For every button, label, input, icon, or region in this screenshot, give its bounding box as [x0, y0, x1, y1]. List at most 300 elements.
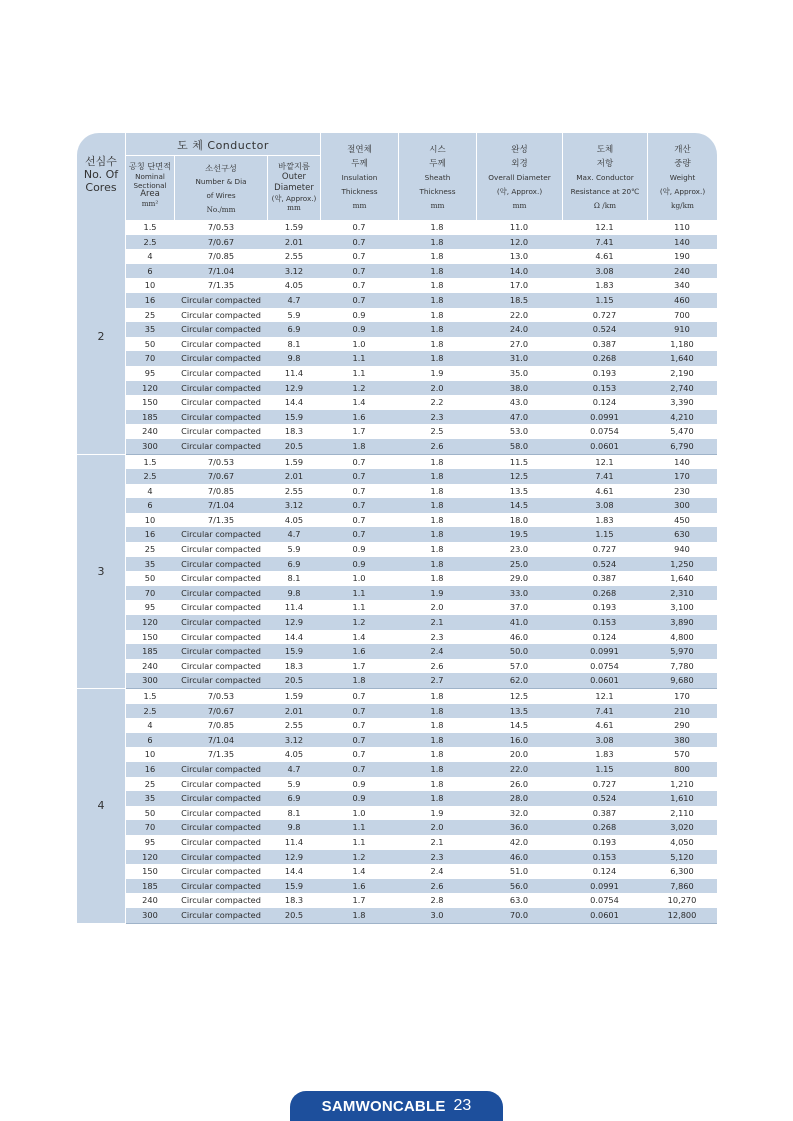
wires-cell: Circular compacted [181, 558, 261, 569]
area-cell: 50 [144, 573, 156, 584]
insulation-cell: 0.7 [352, 529, 366, 540]
resistance-cell: 1.83 [595, 514, 614, 525]
sheath-cell: 2.6 [430, 880, 444, 891]
outer-diameter-cell: 6.9 [287, 558, 301, 569]
resistance-cell: 0.124 [592, 397, 617, 408]
wires-cell: 7/0.67 [207, 705, 235, 716]
resistance-cell: 1.83 [595, 749, 614, 760]
overall-diameter-cell: 35.0 [509, 367, 529, 378]
weight-cell: 190 [674, 251, 690, 262]
cores-value: 4 [77, 689, 125, 923]
outer-diameter-cell: 11.4 [284, 602, 304, 613]
overall-diameter-cell: 28.0 [509, 793, 529, 804]
wires-cell: Circular compacted [181, 909, 261, 920]
weight-cell: 5,470 [670, 426, 694, 437]
wires-cell: 7/0.85 [207, 251, 235, 262]
sheath-cell: 1.8 [430, 294, 444, 305]
insulation-cell: 1.7 [352, 660, 366, 671]
sheath-cell: 1.8 [430, 280, 444, 291]
outer-diameter-cell: 4.05 [284, 280, 304, 291]
resistance-cell: 7.41 [595, 705, 614, 716]
table-row [126, 410, 717, 425]
resistance-cell: 0.124 [592, 631, 617, 642]
conductor-title: 도 체 Conductor [177, 139, 269, 152]
outer-diameter-cell: 9.8 [287, 822, 301, 833]
table-row [126, 704, 717, 719]
wires-cell: Circular compacted [181, 866, 261, 877]
weight-ko1: 개산 [674, 145, 691, 155]
sheath-cell: 3.0 [430, 909, 444, 920]
resistance-cell: 0.0991 [590, 646, 619, 657]
insulation-l1: Insulation [341, 173, 378, 182]
sheath-cell: 1.8 [430, 573, 444, 584]
outer-diameter-cell: 14.4 [284, 631, 304, 642]
outer-diameter-l3: (약, Approx.) [271, 194, 317, 203]
sheath-cell: 2.4 [430, 646, 444, 657]
wires-cell: 7/1.04 [207, 500, 235, 511]
outer-diameter-cell: 4.7 [287, 294, 301, 305]
area-cell: 10 [144, 749, 156, 760]
insulation-cell: 0.7 [352, 265, 366, 276]
overall-diameter-cell: 23.0 [509, 544, 529, 555]
table-row [126, 835, 717, 850]
area-cell: 300 [142, 909, 158, 920]
table-row [126, 747, 717, 762]
sheath-cell: 1.8 [430, 514, 444, 525]
weight-cell: 300 [674, 500, 690, 511]
resistance-cell: 1.83 [595, 280, 614, 291]
insulation-unit: mm [352, 201, 367, 210]
sheath-cell: 1.8 [430, 324, 444, 335]
area-cell: 4 [147, 720, 153, 731]
resistance-cell: 4.61 [595, 251, 614, 262]
overall-diameter-cell: 31.0 [509, 353, 529, 364]
outer-diameter-cell: 20.5 [284, 675, 304, 686]
table-row [126, 308, 717, 323]
insulation-ko1: 절연체 [347, 145, 372, 155]
area-cell: 2.5 [143, 471, 157, 482]
sheath-cell: 2.3 [430, 851, 444, 862]
resistance-cell: 0.0601 [590, 440, 619, 451]
table-row [126, 278, 717, 293]
wires-cell: 7/1.35 [207, 749, 235, 760]
area-cell: 240 [142, 426, 158, 437]
sheath-cell: 1.8 [430, 309, 444, 320]
area-cell: 50 [144, 338, 156, 349]
insulation-cell: 1.8 [352, 440, 366, 451]
area-cell: 185 [142, 880, 158, 891]
table-row [126, 542, 717, 557]
insulation-cell: 1.0 [352, 573, 366, 584]
sheath-cell: 2.1 [430, 617, 444, 628]
table-row [126, 264, 717, 279]
resistance-cell: 0.268 [592, 822, 617, 833]
weight-cell: 290 [674, 720, 690, 731]
insulation-cell: 0.7 [352, 734, 366, 745]
insulation-cell: 0.9 [352, 778, 366, 789]
sheath-cell: 2.0 [430, 382, 444, 393]
overall-diameter-ko1: 완성 [511, 145, 528, 155]
sheath-cell: 1.8 [430, 778, 444, 789]
outer-diameter-cell: 4.7 [287, 529, 301, 540]
table-row [126, 850, 717, 865]
area-cell: 70 [144, 822, 156, 833]
table-row [126, 615, 717, 630]
table-row [126, 527, 717, 542]
table-row [126, 498, 717, 513]
wires-header [175, 161, 267, 217]
outer-diameter-cell: 12.9 [284, 382, 304, 393]
wires-cell: Circular compacted [181, 807, 261, 818]
area-cell: 16 [144, 294, 156, 305]
outer-diameter-cell: 1.59 [284, 456, 304, 467]
insulation-cell: 0.7 [352, 236, 366, 247]
area-cell: 185 [142, 646, 158, 657]
wires-cell: Circular compacted [181, 382, 261, 393]
resistance-cell: 0.0754 [590, 895, 619, 906]
sheath-cell: 2.6 [430, 660, 444, 671]
table-row [126, 600, 717, 615]
overall-diameter-ko2: 외경 [511, 159, 528, 169]
table-row [126, 586, 717, 601]
cores-group-2 [77, 220, 717, 454]
sheath-cell: 2.0 [430, 602, 444, 613]
nominal-area-unit: mm² [141, 199, 159, 208]
overall-diameter-cell: 14.0 [509, 265, 529, 276]
overall-diameter-cell: 42.0 [509, 836, 529, 847]
wires-l2: of Wires [206, 191, 236, 200]
insulation-cell: 1.1 [352, 353, 366, 364]
insulation-cell: 1.6 [352, 880, 366, 891]
resistance-header [563, 133, 647, 220]
resistance-cell: 0.0601 [590, 909, 619, 920]
weight-cell: 2,190 [670, 367, 694, 378]
wires-cell: Circular compacted [181, 675, 261, 686]
outer-diameter-l2: Diameter [274, 183, 314, 193]
insulation-cell: 0.7 [352, 691, 366, 701]
wires-cell: Circular compacted [181, 544, 261, 555]
resistance-cell: 0.524 [592, 558, 617, 569]
overall-diameter-cell: 36.0 [509, 822, 529, 833]
insulation-cell: 1.0 [352, 338, 366, 349]
cores-header [77, 133, 125, 220]
wires-cell: Circular compacted [181, 778, 261, 789]
outer-diameter-cell: 11.4 [284, 367, 304, 378]
area-cell: 6 [147, 734, 153, 745]
table-row [126, 337, 717, 352]
wires-cell: Circular compacted [181, 602, 261, 613]
table-row [126, 424, 717, 439]
table-row [126, 673, 717, 688]
sheath-cell: 1.8 [430, 691, 444, 701]
table-row [126, 762, 717, 777]
area-cell: 1.5 [143, 691, 157, 701]
wires-cell: Circular compacted [181, 646, 261, 657]
weight-cell: 700 [674, 309, 690, 320]
overall-diameter-cell: 46.0 [509, 851, 529, 862]
resistance-cell: 0.727 [592, 309, 617, 320]
sheath-cell: 2.7 [430, 675, 444, 686]
table-body [77, 220, 717, 924]
resistance-cell: 3.08 [595, 500, 614, 511]
sheath-cell: 1.8 [430, 529, 444, 540]
overall-diameter-l1: Overall Diameter [488, 173, 551, 182]
weight-cell: 450 [674, 514, 690, 525]
group-separator [126, 923, 717, 924]
weight-cell: 3,020 [670, 822, 694, 833]
weight-cell: 7,780 [670, 660, 694, 671]
table-row [126, 733, 717, 748]
wires-cell: Circular compacted [181, 836, 261, 847]
insulation-cell: 0.7 [352, 294, 366, 305]
resistance-cell: 7.41 [595, 471, 614, 482]
outer-diameter-cell: 14.4 [284, 397, 304, 408]
weight-cell: 110 [674, 222, 690, 232]
overall-diameter-header [477, 133, 562, 220]
resistance-cell: 0.0991 [590, 880, 619, 891]
wires-cell: Circular compacted [181, 793, 261, 804]
area-cell: 95 [144, 367, 156, 378]
weight-cell: 800 [674, 763, 690, 774]
resistance-cell: 0.387 [592, 338, 617, 349]
wires-cell: Circular compacted [181, 353, 261, 364]
sheath-cell: 1.8 [430, 558, 444, 569]
wires-cell: Circular compacted [181, 895, 261, 906]
insulation-cell: 0.7 [352, 485, 366, 496]
overall-diameter-cell: 24.0 [509, 324, 529, 335]
cores-group-3 [77, 455, 717, 689]
table-row [126, 322, 717, 337]
sheath-cell: 1.8 [430, 222, 444, 232]
overall-diameter-cell: 57.0 [509, 660, 529, 671]
weight-cell: 940 [674, 544, 690, 555]
sheath-unit: mm [430, 201, 445, 210]
area-cell: 70 [144, 353, 156, 364]
weight-cell: 230 [674, 485, 690, 496]
insulation-cell: 1.4 [352, 397, 366, 408]
sheath-ko2: 두께 [429, 159, 446, 169]
weight-cell: 6,300 [670, 866, 694, 877]
resistance-cell: 1.15 [595, 529, 614, 540]
outer-diameter-cell: 2.55 [284, 251, 304, 262]
area-cell: 120 [142, 382, 158, 393]
cores-header-en1: No. Of [83, 168, 119, 181]
table-row [126, 235, 717, 250]
insulation-cell: 0.9 [352, 793, 366, 804]
resistance-cell: 3.08 [595, 265, 614, 276]
area-cell: 35 [144, 793, 156, 804]
wires-cell: 7/1.35 [207, 280, 235, 291]
weight-cell: 9,680 [670, 675, 694, 686]
outer-diameter-cell: 2.01 [284, 705, 304, 716]
sheath-cell: 2.1 [430, 836, 444, 847]
sheath-cell: 1.8 [430, 720, 444, 731]
area-cell: 35 [144, 324, 156, 335]
sheath-cell: 1.8 [430, 338, 444, 349]
overall-diameter-cell: 62.0 [509, 675, 529, 686]
wires-cell: Circular compacted [181, 631, 261, 642]
sheath-l1: Sheath [424, 173, 451, 182]
outer-diameter-cell: 1.59 [284, 222, 304, 232]
resistance-cell: 0.0991 [590, 411, 619, 422]
resistance-cell: 0.153 [592, 851, 617, 862]
outer-diameter-header [268, 161, 320, 212]
overall-diameter-cell: 11.0 [509, 222, 529, 232]
weight-cell: 240 [674, 265, 690, 276]
outer-diameter-cell: 3.12 [284, 500, 304, 511]
overall-diameter-cell: 56.0 [509, 880, 529, 891]
insulation-cell: 0.7 [352, 514, 366, 525]
outer-diameter-cell: 1.59 [284, 691, 304, 701]
insulation-cell: 0.7 [352, 456, 366, 467]
resistance-cell: 0.524 [592, 793, 617, 804]
outer-diameter-cell: 5.9 [287, 309, 301, 320]
overall-diameter-cell: 13.5 [509, 705, 529, 716]
wires-cell: Circular compacted [181, 324, 261, 335]
table-row [126, 791, 717, 806]
cores-header-en2: Cores [85, 181, 117, 194]
overall-diameter-cell: 32.0 [509, 807, 529, 818]
resistance-cell: 12.1 [595, 222, 614, 232]
weight-cell: 5,120 [670, 851, 694, 862]
outer-diameter-cell: 18.3 [284, 426, 304, 437]
weight-cell: 3,890 [670, 617, 694, 628]
wires-cell: 7/0.67 [207, 471, 235, 482]
table-row [126, 439, 717, 454]
sheath-cell: 1.9 [430, 367, 444, 378]
wires-cell: 7/1.04 [207, 265, 235, 276]
overall-diameter-cell: 26.0 [509, 778, 529, 789]
weight-cell: 3,390 [670, 397, 694, 408]
insulation-cell: 1.8 [352, 909, 366, 920]
weight-cell: 5,970 [670, 646, 694, 657]
wires-cell: 7/0.53 [207, 456, 235, 467]
area-cell: 95 [144, 836, 156, 847]
overall-diameter-cell: 16.0 [509, 734, 529, 745]
outer-diameter-cell: 9.8 [287, 353, 301, 364]
area-cell: 70 [144, 587, 156, 598]
overall-diameter-cell: 19.5 [509, 529, 529, 540]
overall-diameter-cell: 18.0 [509, 514, 529, 525]
area-cell: 150 [142, 866, 158, 877]
insulation-ko2: 두께 [351, 159, 368, 169]
sheath-cell: 1.8 [430, 763, 444, 774]
sheath-cell: 2.3 [430, 631, 444, 642]
area-cell: 50 [144, 807, 156, 818]
sheath-ko1: 시스 [429, 145, 446, 155]
overall-diameter-cell: 41.0 [509, 617, 529, 628]
weight-cell: 1,640 [670, 353, 694, 364]
outer-diameter-cell: 4.05 [284, 514, 304, 525]
overall-diameter-cell: 63.0 [509, 895, 529, 906]
table-row [126, 381, 717, 396]
weight-cell: 1,640 [670, 573, 694, 584]
overall-diameter-cell: 22.0 [509, 309, 529, 320]
resistance-cell: 1.15 [595, 763, 614, 774]
weight-cell: 3,100 [670, 602, 694, 613]
outer-diameter-cell: 4.05 [284, 749, 304, 760]
wires-cell: Circular compacted [181, 617, 261, 628]
overall-diameter-l2: (약, Approx.) [496, 187, 543, 196]
sheath-cell: 2.8 [430, 895, 444, 906]
insulation-cell: 1.1 [352, 602, 366, 613]
overall-diameter-cell: 33.0 [509, 587, 529, 598]
wires-l1: Number & Dia [195, 177, 247, 186]
cores-group-4 [77, 689, 717, 923]
wires-cell: Circular compacted [181, 822, 261, 833]
sheath-header [399, 133, 476, 220]
footer-brand: SAMWONCABLE [321, 1097, 446, 1115]
insulation-cell: 0.7 [352, 222, 366, 232]
outer-diameter-l1: Outer [281, 172, 307, 182]
weight-cell: 2,740 [670, 382, 694, 393]
outer-diameter-cell: 20.5 [284, 909, 304, 920]
table-row [126, 864, 717, 879]
resistance-ko2: 저항 [596, 159, 614, 169]
weight-cell: 170 [674, 691, 690, 701]
sheath-cell: 1.8 [430, 353, 444, 364]
outer-diameter-cell: 3.12 [284, 734, 304, 745]
sheath-l2: Thickness [419, 187, 456, 196]
overall-diameter-cell: 14.5 [509, 720, 529, 731]
outer-diameter-cell: 18.3 [284, 895, 304, 906]
resistance-cell: 0.153 [592, 382, 617, 393]
sheath-cell: 1.8 [430, 485, 444, 496]
outer-diameter-cell: 2.01 [284, 236, 304, 247]
weight-cell: 630 [674, 529, 690, 540]
resistance-cell: 3.08 [595, 734, 614, 745]
resistance-cell: 4.61 [595, 485, 614, 496]
resistance-cell: 12.1 [595, 456, 614, 467]
area-cell: 4 [147, 485, 153, 496]
sheath-cell: 2.4 [430, 866, 444, 877]
table-row [126, 908, 717, 923]
page-number: 23 [453, 1097, 472, 1114]
table-row [126, 893, 717, 908]
overall-diameter-cell: 20.0 [509, 749, 529, 760]
overall-diameter-cell: 14.5 [509, 500, 529, 511]
wires-cell: Circular compacted [181, 440, 261, 451]
wires-cell: Circular compacted [181, 880, 261, 891]
area-cell: 300 [142, 675, 158, 686]
area-cell: 2.5 [143, 705, 157, 716]
area-cell: 150 [142, 631, 158, 642]
outer-diameter-cell: 12.9 [284, 851, 304, 862]
resistance-cell: 0.0754 [590, 426, 619, 437]
overall-diameter-cell: 29.0 [509, 573, 529, 584]
weight-cell: 210 [674, 705, 690, 716]
insulation-cell: 1.1 [352, 367, 366, 378]
nominal-area-ko: 공칭 단면적 [128, 161, 172, 171]
insulation-cell: 0.9 [352, 544, 366, 555]
resistance-cell: 0.268 [592, 587, 617, 598]
outer-diameter-cell: 15.9 [284, 880, 304, 891]
outer-diameter-cell: 20.5 [284, 440, 304, 451]
table-row [126, 571, 717, 586]
area-cell: 25 [144, 309, 156, 320]
insulation-cell: 1.7 [352, 426, 366, 437]
table-row [126, 484, 717, 499]
overall-diameter-cell: 70.0 [509, 909, 529, 920]
resistance-cell: 4.61 [595, 720, 614, 731]
area-cell: 240 [142, 660, 158, 671]
overall-diameter-cell: 12.5 [509, 471, 529, 482]
area-cell: 16 [144, 763, 156, 774]
overall-diameter-unit: mm [512, 201, 527, 210]
nominal-area-l2: Sectional [133, 181, 167, 190]
overall-diameter-cell: 25.0 [509, 558, 529, 569]
resistance-cell: 0.193 [592, 602, 617, 613]
